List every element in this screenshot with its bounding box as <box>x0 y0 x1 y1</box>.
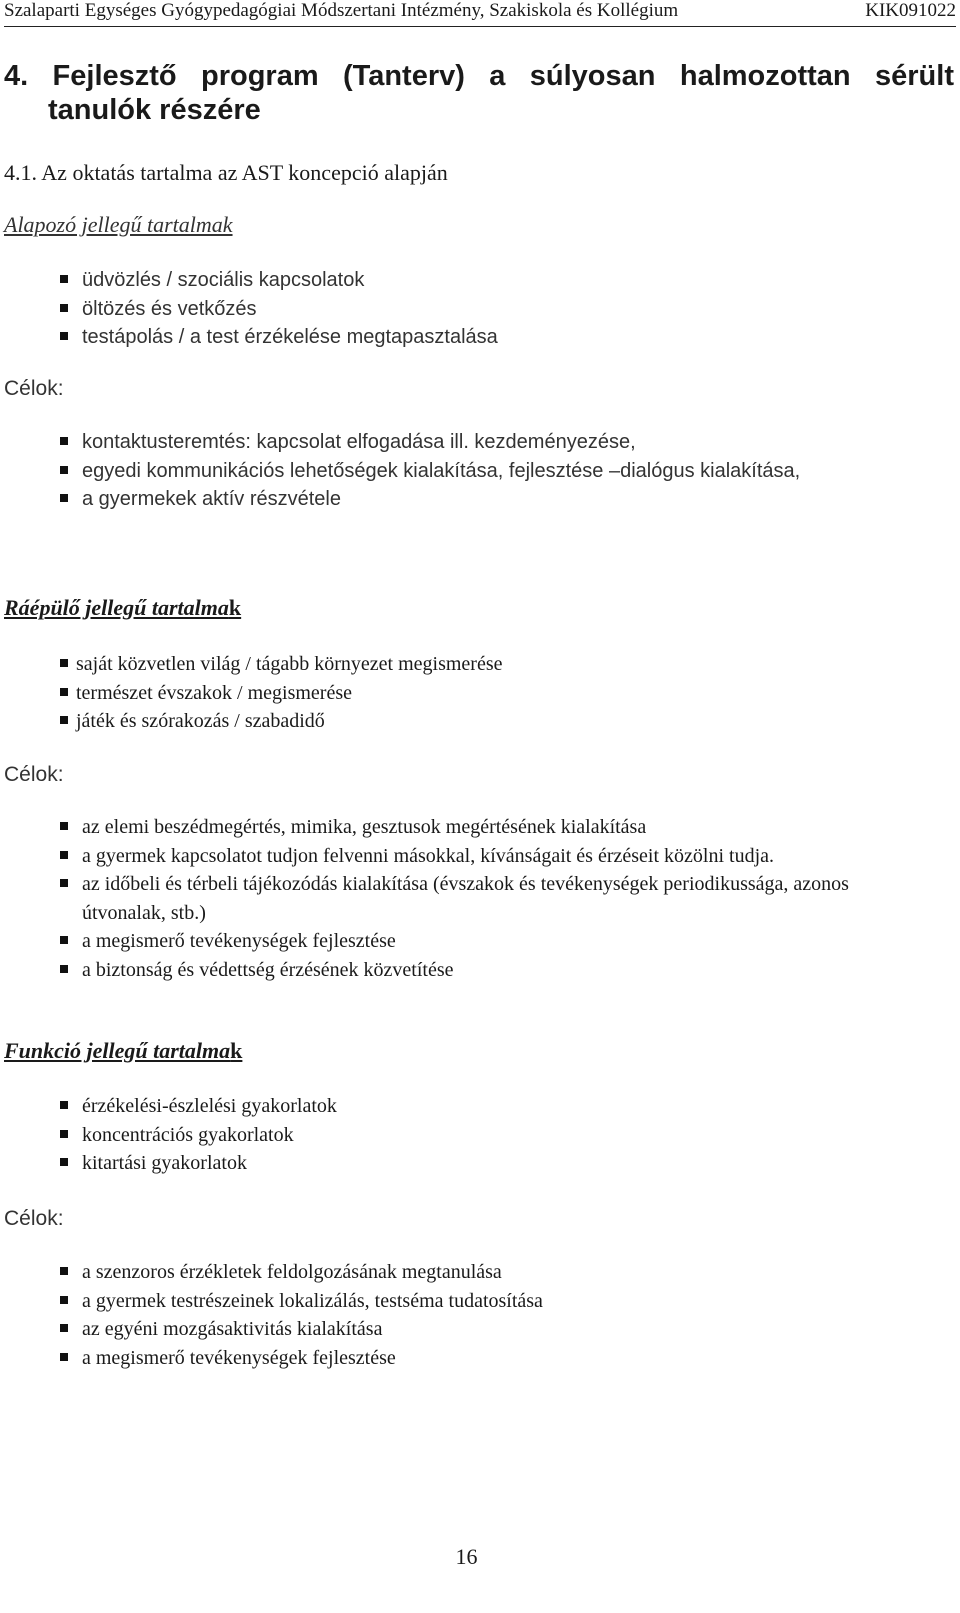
header-institution: Szalaparti Egységes Gyógypedagógiai Módszertani Intézmény, Szakiskola és Kollégium <box>4 0 679 21</box>
title-word: program <box>201 60 319 92</box>
square-bullet-icon <box>60 851 68 859</box>
list-item: kontaktusteremtés: kapcsolat elfogadása ill. kezdeményezése, <box>60 428 800 457</box>
section-heading-alapozo: Alapozó jellegű tartalmak <box>4 212 233 237</box>
square-bullet-icon <box>60 1101 68 1109</box>
title-word: 4. <box>4 60 29 92</box>
list-item: a gyermek testrészeinek lokalizálás, testséma tudatosítása <box>60 1287 543 1316</box>
square-bullet-icon <box>60 437 68 445</box>
square-bullet-icon <box>60 822 68 830</box>
title-word: sérült <box>875 60 954 92</box>
list-item: kitartási gyakorlatok <box>60 1149 337 1178</box>
square-bullet-icon <box>60 304 68 312</box>
square-bullet-icon <box>60 879 68 887</box>
section-heading-raepulo: Ráépülő jellegű tartalmak <box>4 595 242 620</box>
goals-list-funkcio <box>60 1258 543 1372</box>
title-word: a <box>489 60 506 92</box>
square-bullet-icon <box>60 688 68 696</box>
list-item: koncentrációs gyakorlatok <box>60 1121 337 1150</box>
title-word: halmozottan <box>679 60 851 92</box>
goals-list-raepulo <box>60 813 928 985</box>
square-bullet-icon <box>60 936 68 944</box>
square-bullet-icon <box>60 1324 68 1332</box>
section-heading-funkcio: Funkció jellegű tartalmak <box>4 1038 243 1063</box>
square-bullet-icon <box>60 1296 68 1304</box>
goals-list-alapozo <box>60 428 800 514</box>
square-bullet-icon <box>60 466 68 474</box>
list-item: a megismerő tevékenységek fejlesztése <box>60 1344 543 1373</box>
title-line-2: tanulók részére <box>48 94 261 126</box>
list-item: az elemi beszédmegértés, mimika, gesztusok megértésének kialakítása <box>60 813 928 842</box>
list-item: a gyermekek aktív részvétele <box>60 485 800 514</box>
title-word: (Tanterv) <box>343 60 465 92</box>
list-item: a gyermek kapcsolatot tudjon felvenni másokkal, kívánságait és érzéseit közölni tudja. <box>60 842 928 871</box>
square-bullet-icon <box>60 332 68 340</box>
square-bullet-icon <box>60 965 68 973</box>
content-list-raepulo <box>60 650 503 736</box>
list-item: a biztonság és védettség érzésének közvetítése <box>60 956 928 985</box>
square-bullet-icon <box>60 716 68 724</box>
page-title <box>4 59 954 127</box>
goals-label: Célok: <box>4 377 64 400</box>
square-bullet-icon <box>60 659 68 667</box>
title-word: Fejlesztő <box>52 60 177 92</box>
square-bullet-icon <box>60 1158 68 1166</box>
square-bullet-icon <box>60 1130 68 1138</box>
square-bullet-icon <box>60 1267 68 1275</box>
content-list-funkcio <box>60 1092 337 1178</box>
title-word: súlyosan <box>529 60 656 92</box>
square-bullet-icon <box>60 275 68 283</box>
list-item: érzékelési-észlelési gyakorlatok <box>60 1092 337 1121</box>
header-code: KIK091022 <box>865 0 956 21</box>
list-item: saját közvetlen világ / tágabb környezet megismerése <box>60 650 503 679</box>
list-item: játék és szórakozás / szabadidő <box>60 707 503 736</box>
list-item: a megismerő tevékenységek fejlesztése <box>60 927 928 956</box>
page-number: 16 <box>455 1544 478 1569</box>
content-list-alapozo <box>60 266 498 352</box>
list-item: az egyéni mozgásaktivitás kialakítása <box>60 1315 543 1344</box>
list-item: a szenzoros érzékletek feldolgozásának megtanulása <box>60 1258 543 1287</box>
square-bullet-icon <box>60 494 68 502</box>
list-item: öltözés és vetkőzés <box>60 295 498 324</box>
goals-label: Célok: <box>4 763 64 786</box>
list-item: üdvözlés / szociális kapcsolatok <box>60 266 498 295</box>
goals-label: Célok: <box>4 1207 64 1230</box>
list-item: természet évszakok / megismerése <box>60 679 503 708</box>
list-item: egyedi kommunikációs lehetőségek kialakítása, fejlesztése –dialógus kialakítása, <box>60 457 800 486</box>
page-header <box>4 0 956 27</box>
list-item: testápolás / a test érzékelése megtapasztalása <box>60 323 498 352</box>
title-line-1 <box>4 59 954 93</box>
list-item: az időbeli és térbeli tájékozódás kialakítása (évszakok és tevékenységek periodikussága, azonos útvonalak, stb.) <box>60 870 928 927</box>
square-bullet-icon <box>60 1353 68 1361</box>
section-subheading: 4.1. Az oktatás tartalma az AST koncepció alapján <box>4 160 448 185</box>
